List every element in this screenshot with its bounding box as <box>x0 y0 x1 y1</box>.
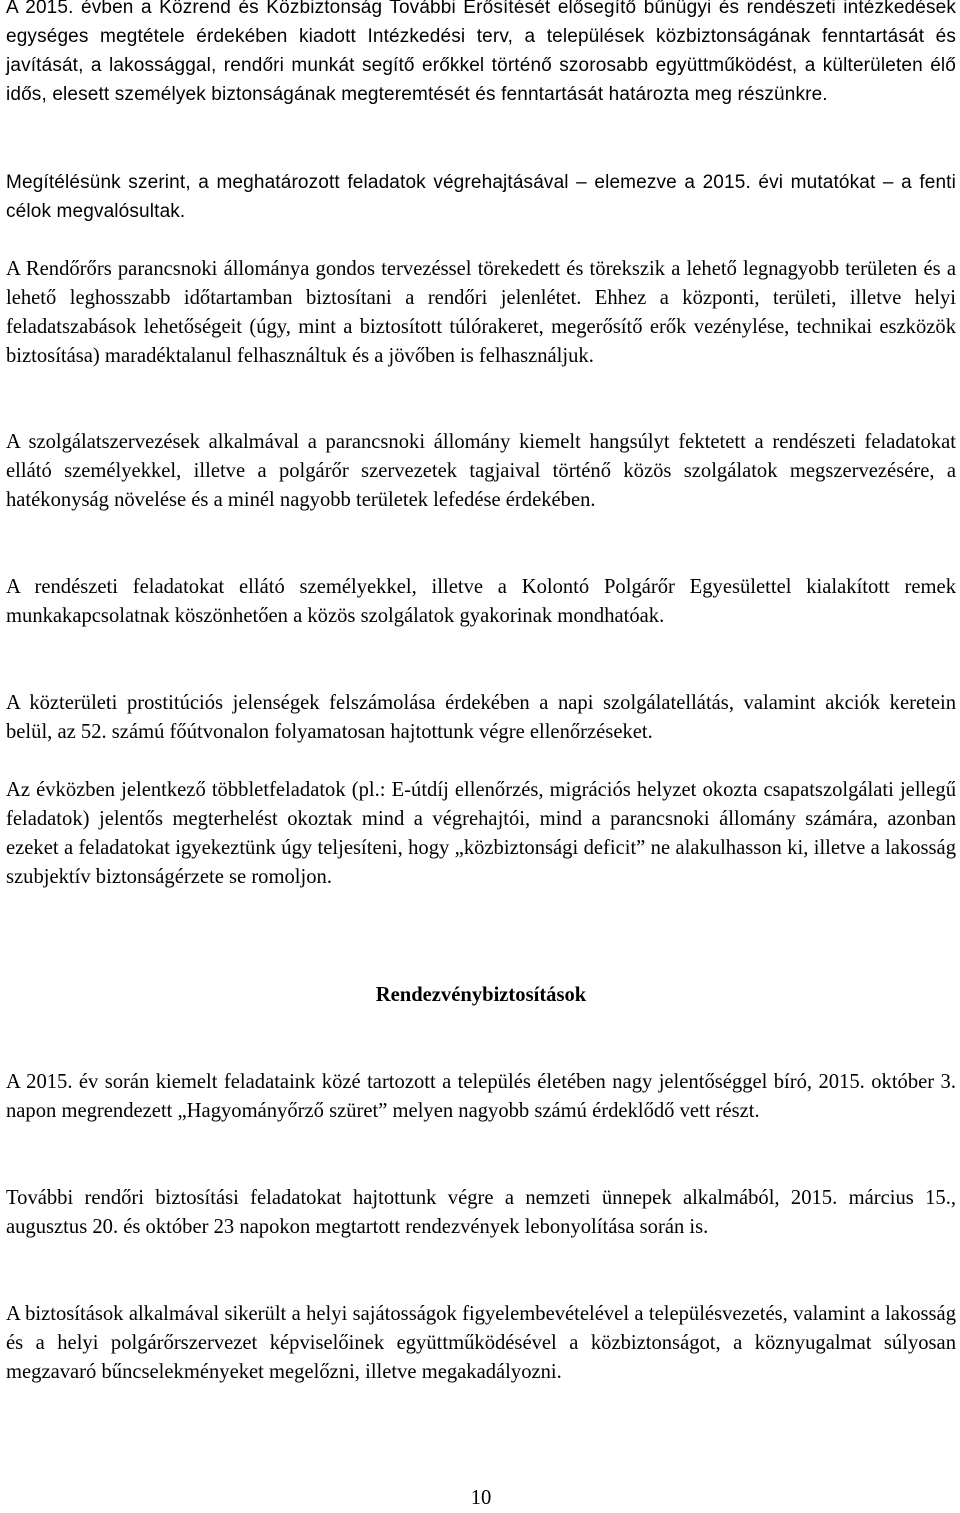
paragraph-prostitution-checks: A közterületi prostitúciós jelenségek felszámolása érdekében a napi szolgálatellátás, valamint akciók keretein belül, az 52. számú főútvonalon folyamatosan hajtottunk végre ellenőrzéseket. <box>6 692 956 743</box>
paragraph-crime-prevention: A biztosítások alkalmával sikerült a helyi sajátosságok figyelembevételével a településvezetés, valamint a lakosság és a helyi polgárőrszervezet képviselőinek együttműködésével a közbiztonságot, a köznyugalmat súlyosan megzavaró bűncselekményeket megelőzni, illetve megakadályozni. <box>6 1303 956 1383</box>
paragraph-police-presence: A Rendőrőrs parancsnoki állománya gondos tervezéssel törekedett és törekszik a lehető legnagyobb területen és a lehető leghosszabb időtartamban biztosítani a rendőri jelenlétet. Ehhez a központi, területi, illetve helyi feladatszabások lehetőségeit (úgy, mint a biztosított túlórakeret, megerősítő erők vezénylése, technikai eszközök biztosítása) maradéktalanul felhasználtuk és a jövőben is felhasználjuk. <box>6 258 956 367</box>
paragraph-extra-tasks: Az évközben jelentkező többletfeladatok (pl.: E-útdíj ellenőrzés, migrációs helyzet okozta csapatszolgálati jellegű feladatok) jelentős megterhelést okoztak mind a végrehajtói, mind a parancsnoki állomány számára, azonban ezeket a feladatokat igyekeztünk úgy teljesíteni, hogy „közbiztonsági deficit” ne alakulhasson ki, illetve a lakosság szubjektív biztonságérzete se romoljon. <box>6 779 956 888</box>
paragraph-service-organization: A szolgálatszervezések alkalmával a parancsnoki állomány kiemelt hangsúlyt fektetett a rendészeti feladatokat ellátó személyekkel, illetve a polgárőr szervezetek tagjaival történő közös szolgálatok megszervezésére, a hatékonyság növelése és a minél nagyobb területek lefedése érdekében. <box>6 431 956 511</box>
document-page <box>6 0 956 1509</box>
section-heading-event-security: Rendezvénybiztosítások <box>375 984 587 1006</box>
paragraph-intro-action-plan: A 2015. évben a Közrend és Közbiztonság További Erősítését elősegítő bűnügyi és rendészeti intézkedések egységes megtétele érdekében kiadott Intézkedési terv, a települések közbiztonságának fenntartását és javítását, a lakossággal, rendőri munkát segítő erőkkel történő szorosabb együttműködést, a külterületen élő idős, elesett személyek biztonságának megteremtését és fenntartását határozta meg részünkre. <box>6 0 956 105</box>
page-number: 10 <box>470 1487 492 1509</box>
paragraph-goals-achieved: Megítélésünk szerint, a meghatározott feladatok végrehajtásával – elemezve a 2015. évi mutatókat – a fenti célok megvalósultak. <box>6 172 956 222</box>
paragraph-national-holidays: További rendőri biztosítási feladatokat hajtottunk végre a nemzeti ünnepek alkalmából, 2015. március 15., augusztus 20. és október 23 napokon megtartott rendezvények lebonyolítása során is. <box>6 1187 956 1238</box>
paragraph-kolonto-cooperation: A rendészeti feladatokat ellátó személyekkel, illetve a Kolontó Polgárőr Egyesülettel kialakított remek munkakapcsolatnak köszönhetően a közös szolgálatok gyakorinak mondhatóak. <box>6 576 956 627</box>
paragraph-harvest-event: A 2015. év során kiemelt feladataink közé tartozott a település életében nagy jelentőséggel bíró, 2015. október 3. napon megrendezett „Hagyományőrző szüret” melyen nagyobb számú érdeklődő vett részt. <box>6 1071 956 1122</box>
